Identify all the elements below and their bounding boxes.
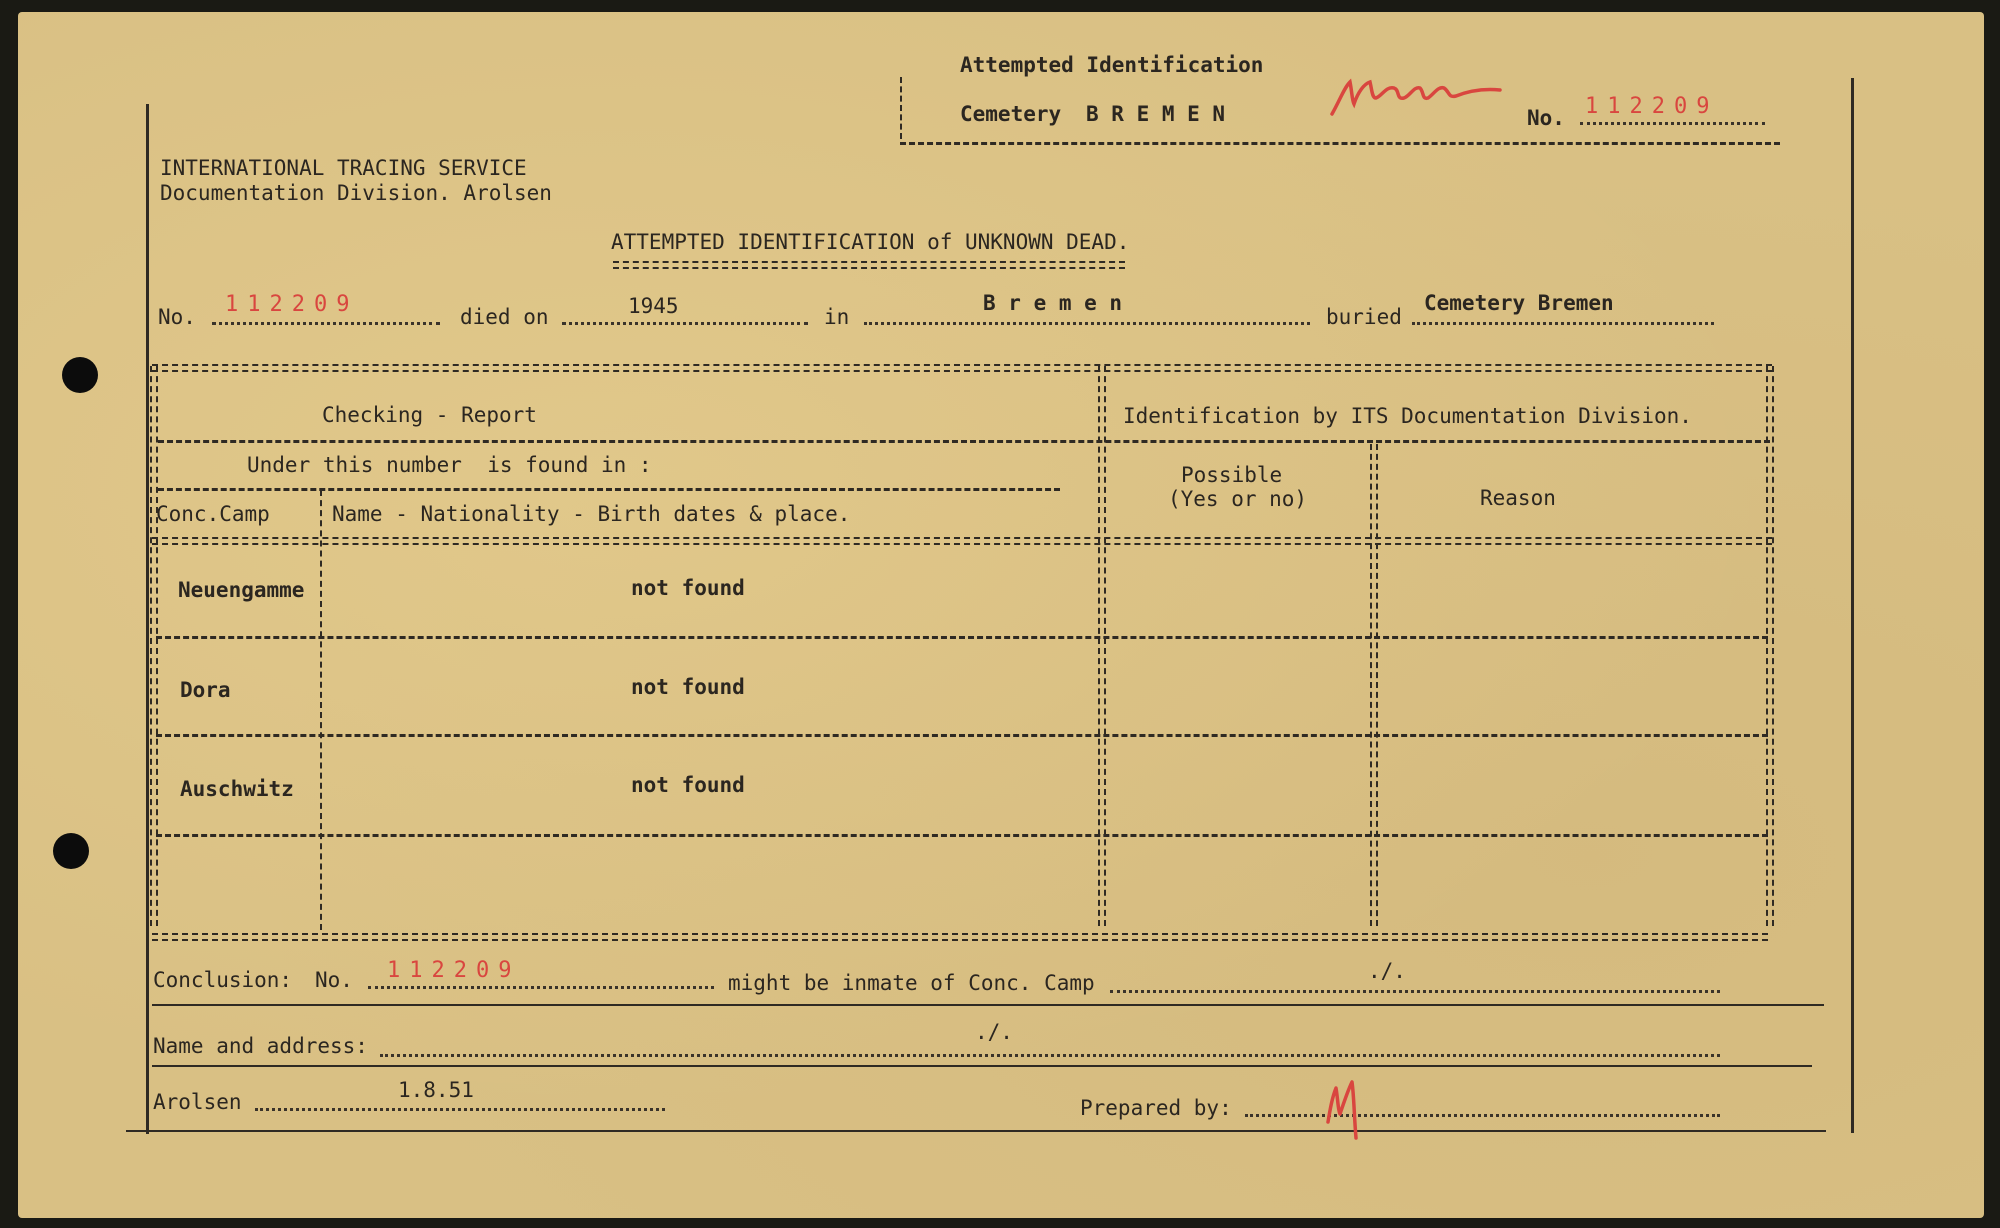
frame-bottom-border	[126, 1130, 1826, 1132]
prepared-by-label: Prepared by:	[1080, 1096, 1232, 1120]
header-no-value: 112209	[1585, 94, 1719, 119]
table-bottom-border	[152, 933, 1768, 941]
died-on-label: died on	[460, 305, 549, 329]
column-header-rule	[152, 537, 1772, 545]
header-cemetery-label: Cemetery	[960, 102, 1062, 126]
issuer-org: INTERNATIONAL TRACING SERVICE	[160, 156, 527, 180]
column-header-possible-line2: (Yes or no)	[1168, 487, 1308, 511]
column-header-details: Name - Nationality - Birth dates & place.	[332, 502, 851, 526]
table-row-3-details: not found	[631, 773, 745, 797]
footer-place-label: Arolsen	[153, 1090, 242, 1114]
name-address-label: Name and address:	[153, 1034, 368, 1058]
table-top-border	[152, 364, 1772, 372]
table-row-1-details: not found	[631, 576, 745, 600]
death-no-label: No.	[158, 305, 196, 329]
conclusion-camp-dots	[1110, 990, 1720, 993]
prepared-by-initial-signature	[1320, 1070, 1370, 1140]
name-address-dots	[380, 1054, 1720, 1057]
prepared-by-dots	[1245, 1114, 1720, 1117]
found-in-label: Under this number is found in :	[247, 453, 652, 477]
column-header-reason: Reason	[1480, 486, 1556, 510]
table-possible-divider	[1370, 444, 1378, 926]
conclusion-no-dots	[368, 986, 714, 989]
frame-right-border	[1851, 78, 1854, 1133]
died-in-label: in	[824, 305, 850, 329]
table-row-2-details: not found	[631, 675, 745, 699]
header-no-label: No.	[1527, 106, 1565, 130]
row-rule-1	[156, 636, 1768, 639]
row-rule-3	[156, 834, 1768, 837]
column-header-camp: Conc.Camp	[156, 502, 270, 526]
died-on-value: 1945	[628, 294, 679, 318]
row-rule-2	[156, 734, 1768, 737]
died-in-value: B r e m e n	[983, 291, 1123, 315]
conclusion-no-label: No.	[315, 968, 353, 992]
death-no-dots	[212, 322, 440, 325]
header-box-left-edge	[900, 77, 902, 139]
conclusion-text: might be inmate of Conc. Camp	[728, 971, 1095, 995]
name-address-rule	[152, 1065, 1812, 1067]
buried-dots	[1412, 322, 1714, 325]
name-address-value: ./.	[975, 1020, 1013, 1044]
table-row-3-camp: Auschwitz	[180, 777, 294, 801]
conclusion-label: Conclusion:	[153, 968, 293, 992]
conclusion-no-value: 112209	[387, 958, 521, 983]
header-no-dots	[1580, 122, 1765, 125]
table-row-2-camp: Dora	[180, 678, 231, 702]
frame-left-border	[146, 104, 149, 1134]
buried-label: buried	[1326, 305, 1402, 329]
table-header-rule	[158, 440, 1770, 443]
death-no-value: 112209	[225, 292, 359, 317]
table-middle-divider	[1098, 366, 1106, 926]
handwritten-none-mark	[1330, 70, 1510, 120]
table-right-border	[1766, 366, 1774, 926]
header-cemetery-name: B R E M E N	[1086, 102, 1226, 126]
camp-column-divider	[320, 490, 322, 930]
conclusion-camp-value: ./.	[1368, 959, 1406, 983]
table-left-border	[150, 366, 158, 926]
punch-hole-bottom	[53, 833, 89, 869]
table-row-1-camp: Neuengamme	[178, 578, 305, 602]
form-title: ATTEMPTED IDENTIFICATION of UNKNOWN DEAD.	[611, 230, 1130, 254]
header-box-title: Attempted Identification	[960, 53, 1264, 77]
form-title-underline	[613, 261, 1125, 269]
found-in-rule	[158, 488, 1060, 491]
died-in-dots	[864, 322, 1310, 325]
header-box-bottom-edge	[900, 142, 1780, 145]
column-header-possible-line1: Possible	[1181, 463, 1283, 487]
conclusion-rule	[152, 1004, 1824, 1006]
footer-date-dots	[255, 1108, 665, 1111]
identification-header: Identification by ITS Documentation Division.	[1123, 404, 1692, 428]
footer-date-value: 1.8.51	[398, 1078, 474, 1102]
issuer-division: Documentation Division. Arolsen	[160, 181, 552, 205]
punch-hole-top	[62, 357, 98, 393]
died-on-dots	[562, 322, 808, 325]
buried-value: Cemetery Bremen	[1424, 291, 1614, 315]
checking-report-header: Checking - Report	[322, 403, 537, 427]
